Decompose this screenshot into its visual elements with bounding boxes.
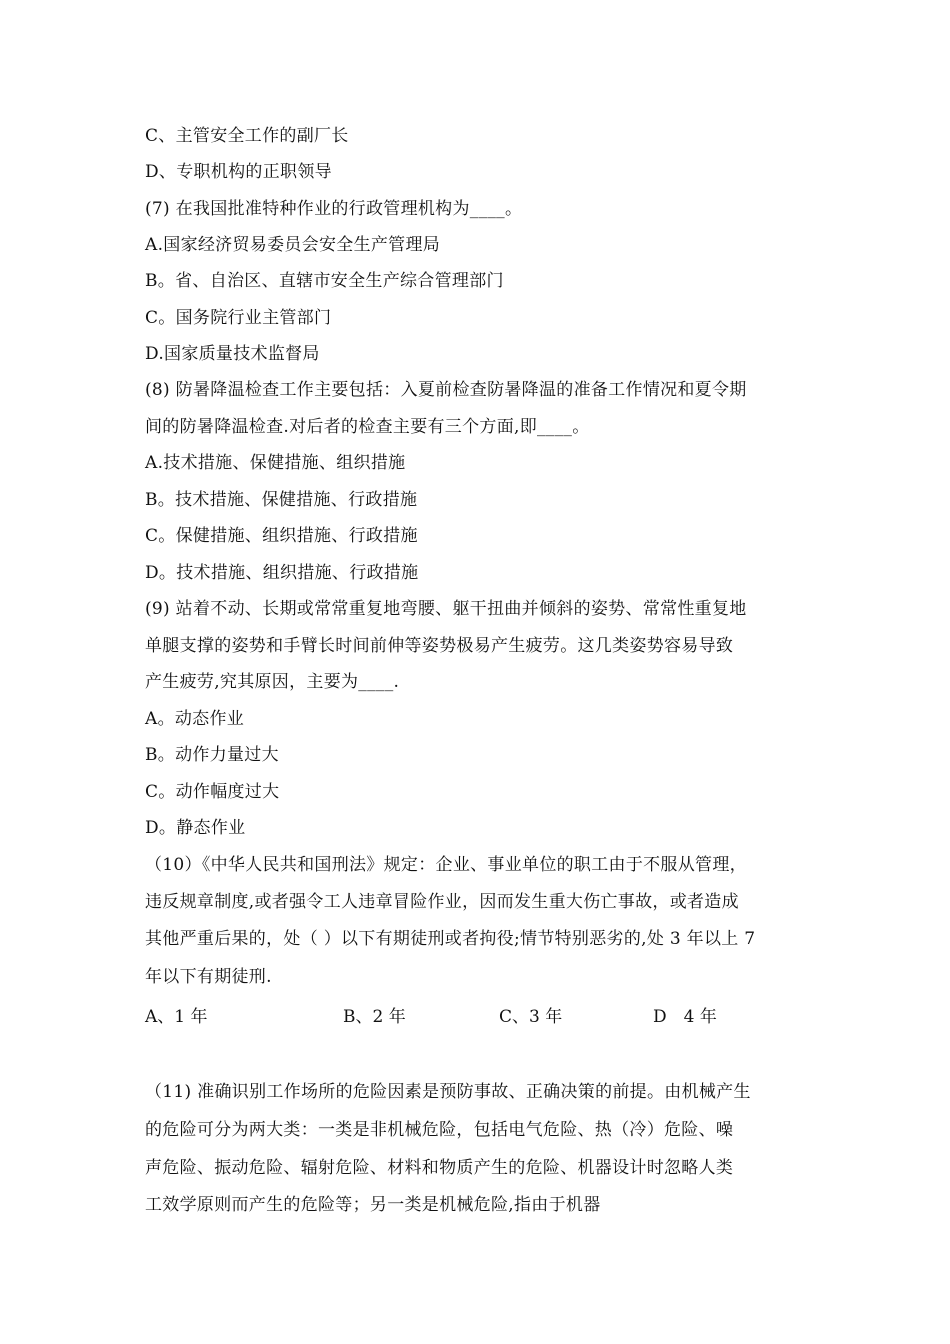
option-c-q8: C。保健措施、组织措施、行政措施 (145, 526, 418, 546)
question-11-line-1: （11) 准确识别工作场所的危险因素是预防事故、正确决策的前提。由机械产生 (145, 1082, 751, 1102)
option-d-q9: D。静态作业 (145, 818, 246, 838)
question-9-line-1: (9) 站着不动、长期或常常重复地弯腰、躯干扭曲并倾斜的姿势、常常性重复地 (145, 599, 747, 619)
question-9-line-3: 产生疲劳,究其原因，主要为____. (145, 672, 400, 692)
option-b-q10: B、2 年 (343, 1007, 406, 1027)
option-c-q7: C。国务院行业主管部门 (145, 308, 332, 328)
option-a-q8: A.技术措施、保健措施、组织措施 (145, 453, 406, 473)
question-8-line-1: (8) 防暑降温检查工作主要包括：入夏前检查防暑降温的准备工作情况和夏令期 (145, 380, 747, 400)
question-9-line-2: 单腿支撑的姿势和手臂长时间前伸等姿势极易产生疲劳。这几类姿势容易导致 (145, 636, 734, 656)
question-10-line-2: 违反规章制度,或者强令工人违章冒险作业，因而发生重大伤亡事故，或者造成 (145, 892, 739, 912)
question-10-line-1: （10）《中华人民共和国刑法》规定：企业、事业单位的职工由于不服从管理， (145, 855, 747, 875)
option-d-q6: D、专职机构的正职领导 (145, 162, 332, 182)
option-b-q7: B。省、自治区、直辖市安全生产综合管理部门 (145, 271, 504, 291)
question-8-line-2: 间的防暑降温检查.对后者的检查主要有三个方面,即____。 (145, 417, 590, 437)
question-11-line-2: 的危险可分为两大类：一类是非机械危险，包括电气危险、热（冷）危险、噪 (145, 1120, 734, 1140)
option-b-q8: B。技术措施、保健措施、行政措施 (145, 490, 418, 510)
option-d-q8: D。技术措施、组织措施、行政措施 (145, 563, 419, 583)
option-c-q9: C。动作幅度过大 (145, 782, 280, 802)
option-c-q6: C、主管安全工作的副厂长 (145, 126, 349, 146)
question-10-line-3: 其他严重后果的，处（ ）以下有期徒刑或者拘役;情节特别恶劣的,处 3 年以上 7 (145, 929, 756, 949)
question-11-line-4: 工效学原则而产生的危险等；另一类是机械危险,指由于机器 (145, 1195, 601, 1215)
option-a-q9: A。动态作业 (145, 709, 245, 729)
option-c-q10: C、3 年 (499, 1007, 563, 1027)
option-d-q10: D 4 年 (653, 1007, 717, 1027)
question-10-line-4: 年以下有期徒刑. (145, 967, 272, 987)
question-11-line-3: 声危险、振动危险、辐射危险、材料和物质产生的危险、机器设计时忽略人类 (145, 1158, 734, 1178)
option-d-q7: D.国家质量技术监督局 (145, 344, 320, 364)
option-b-q9: B。动作力量过大 (145, 745, 279, 765)
option-a-q7: A.国家经济贸易委员会安全生产管理局 (145, 235, 441, 255)
question-7: (7) 在我国批准特种作业的行政管理机构为____。 (145, 199, 523, 219)
option-a-q10: A、1 年 (145, 1007, 208, 1027)
